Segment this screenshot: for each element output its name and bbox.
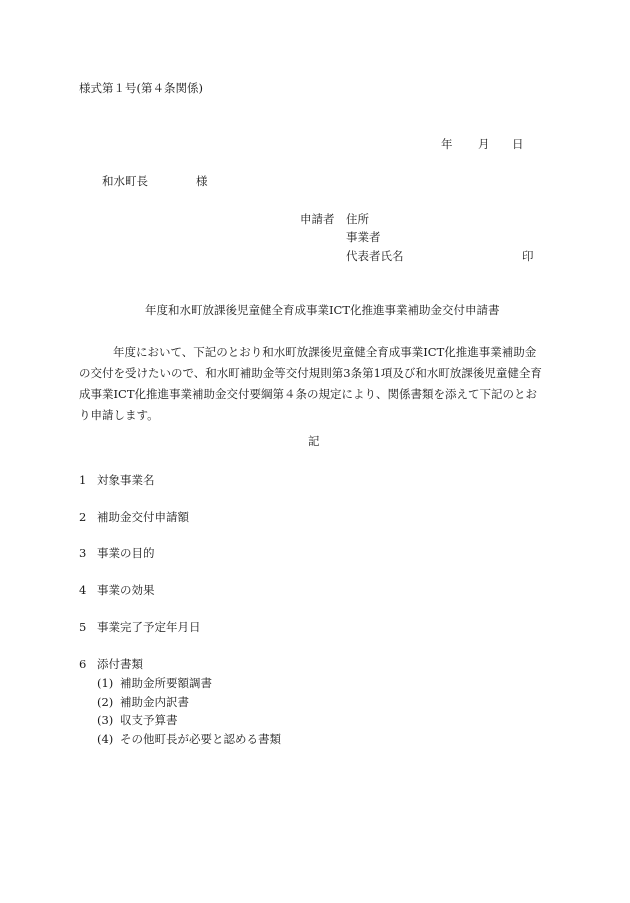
applicant-address-label: 住所 (346, 212, 369, 226)
attachment-label: その他町長が必要と認める書類 (120, 732, 281, 746)
item-label: 対象事業名 (97, 473, 155, 487)
attachment-number: (3) (97, 713, 114, 727)
form-number: 様式第１号(第４条関係) (79, 81, 203, 95)
body-line: の交付を受けたいので、和水町補助金等交付規則第3条第1項及び和水町放課後児童健全育 (79, 366, 542, 380)
attachment-number: (2) (97, 695, 114, 709)
addressee-honorific: 様 (196, 174, 208, 188)
body-line: 成事業ICT化推進事業補助金交付要綱第４条の規定により、関係書類を添えて下記のとお (79, 387, 538, 401)
addressee-name: 和水町長 (102, 174, 148, 188)
item-number: 1 (79, 473, 87, 487)
item-label: 補助金交付申請額 (97, 510, 189, 524)
item-number: 6 (79, 657, 87, 671)
date-month: 月 (478, 137, 490, 151)
attachment-number: (1) (97, 676, 114, 690)
body-line: 年度において、下記のとおり和水町放課後児童健全育成事業ICT化推進事業補助金 (113, 345, 537, 359)
item-label: 添付書類 (97, 657, 143, 671)
applicant-label: 申請者 (300, 212, 335, 226)
body-line: り申請します。 (79, 408, 159, 422)
date-day: 日 (512, 137, 524, 151)
ki-heading: 記 (308, 434, 320, 448)
attachment-label: 収支予算書 (120, 713, 178, 727)
attachment-number: (4) (97, 732, 114, 746)
item-label: 事業の目的 (97, 546, 155, 560)
applicant-representative-label: 代表者氏名 (346, 249, 404, 263)
attachment-label: 補助金内訳書 (120, 695, 189, 709)
item-number: 5 (79, 620, 87, 634)
date-year: 年 (441, 137, 453, 151)
item-label: 事業の効果 (97, 583, 155, 597)
seal-mark: 印 (522, 249, 534, 263)
document-title: 年度和水町放課後児童健全育成事業ICT化推進事業補助金交付申請書 (145, 303, 500, 317)
item-number: 3 (79, 546, 87, 560)
item-number: 4 (79, 583, 87, 597)
attachment-label: 補助金所要額調書 (120, 676, 212, 690)
item-number: 2 (79, 510, 87, 524)
body-paragraph (79, 342, 554, 363)
item-label: 事業完了予定年月日 (97, 620, 201, 634)
applicant-business-label: 事業者 (346, 230, 381, 244)
